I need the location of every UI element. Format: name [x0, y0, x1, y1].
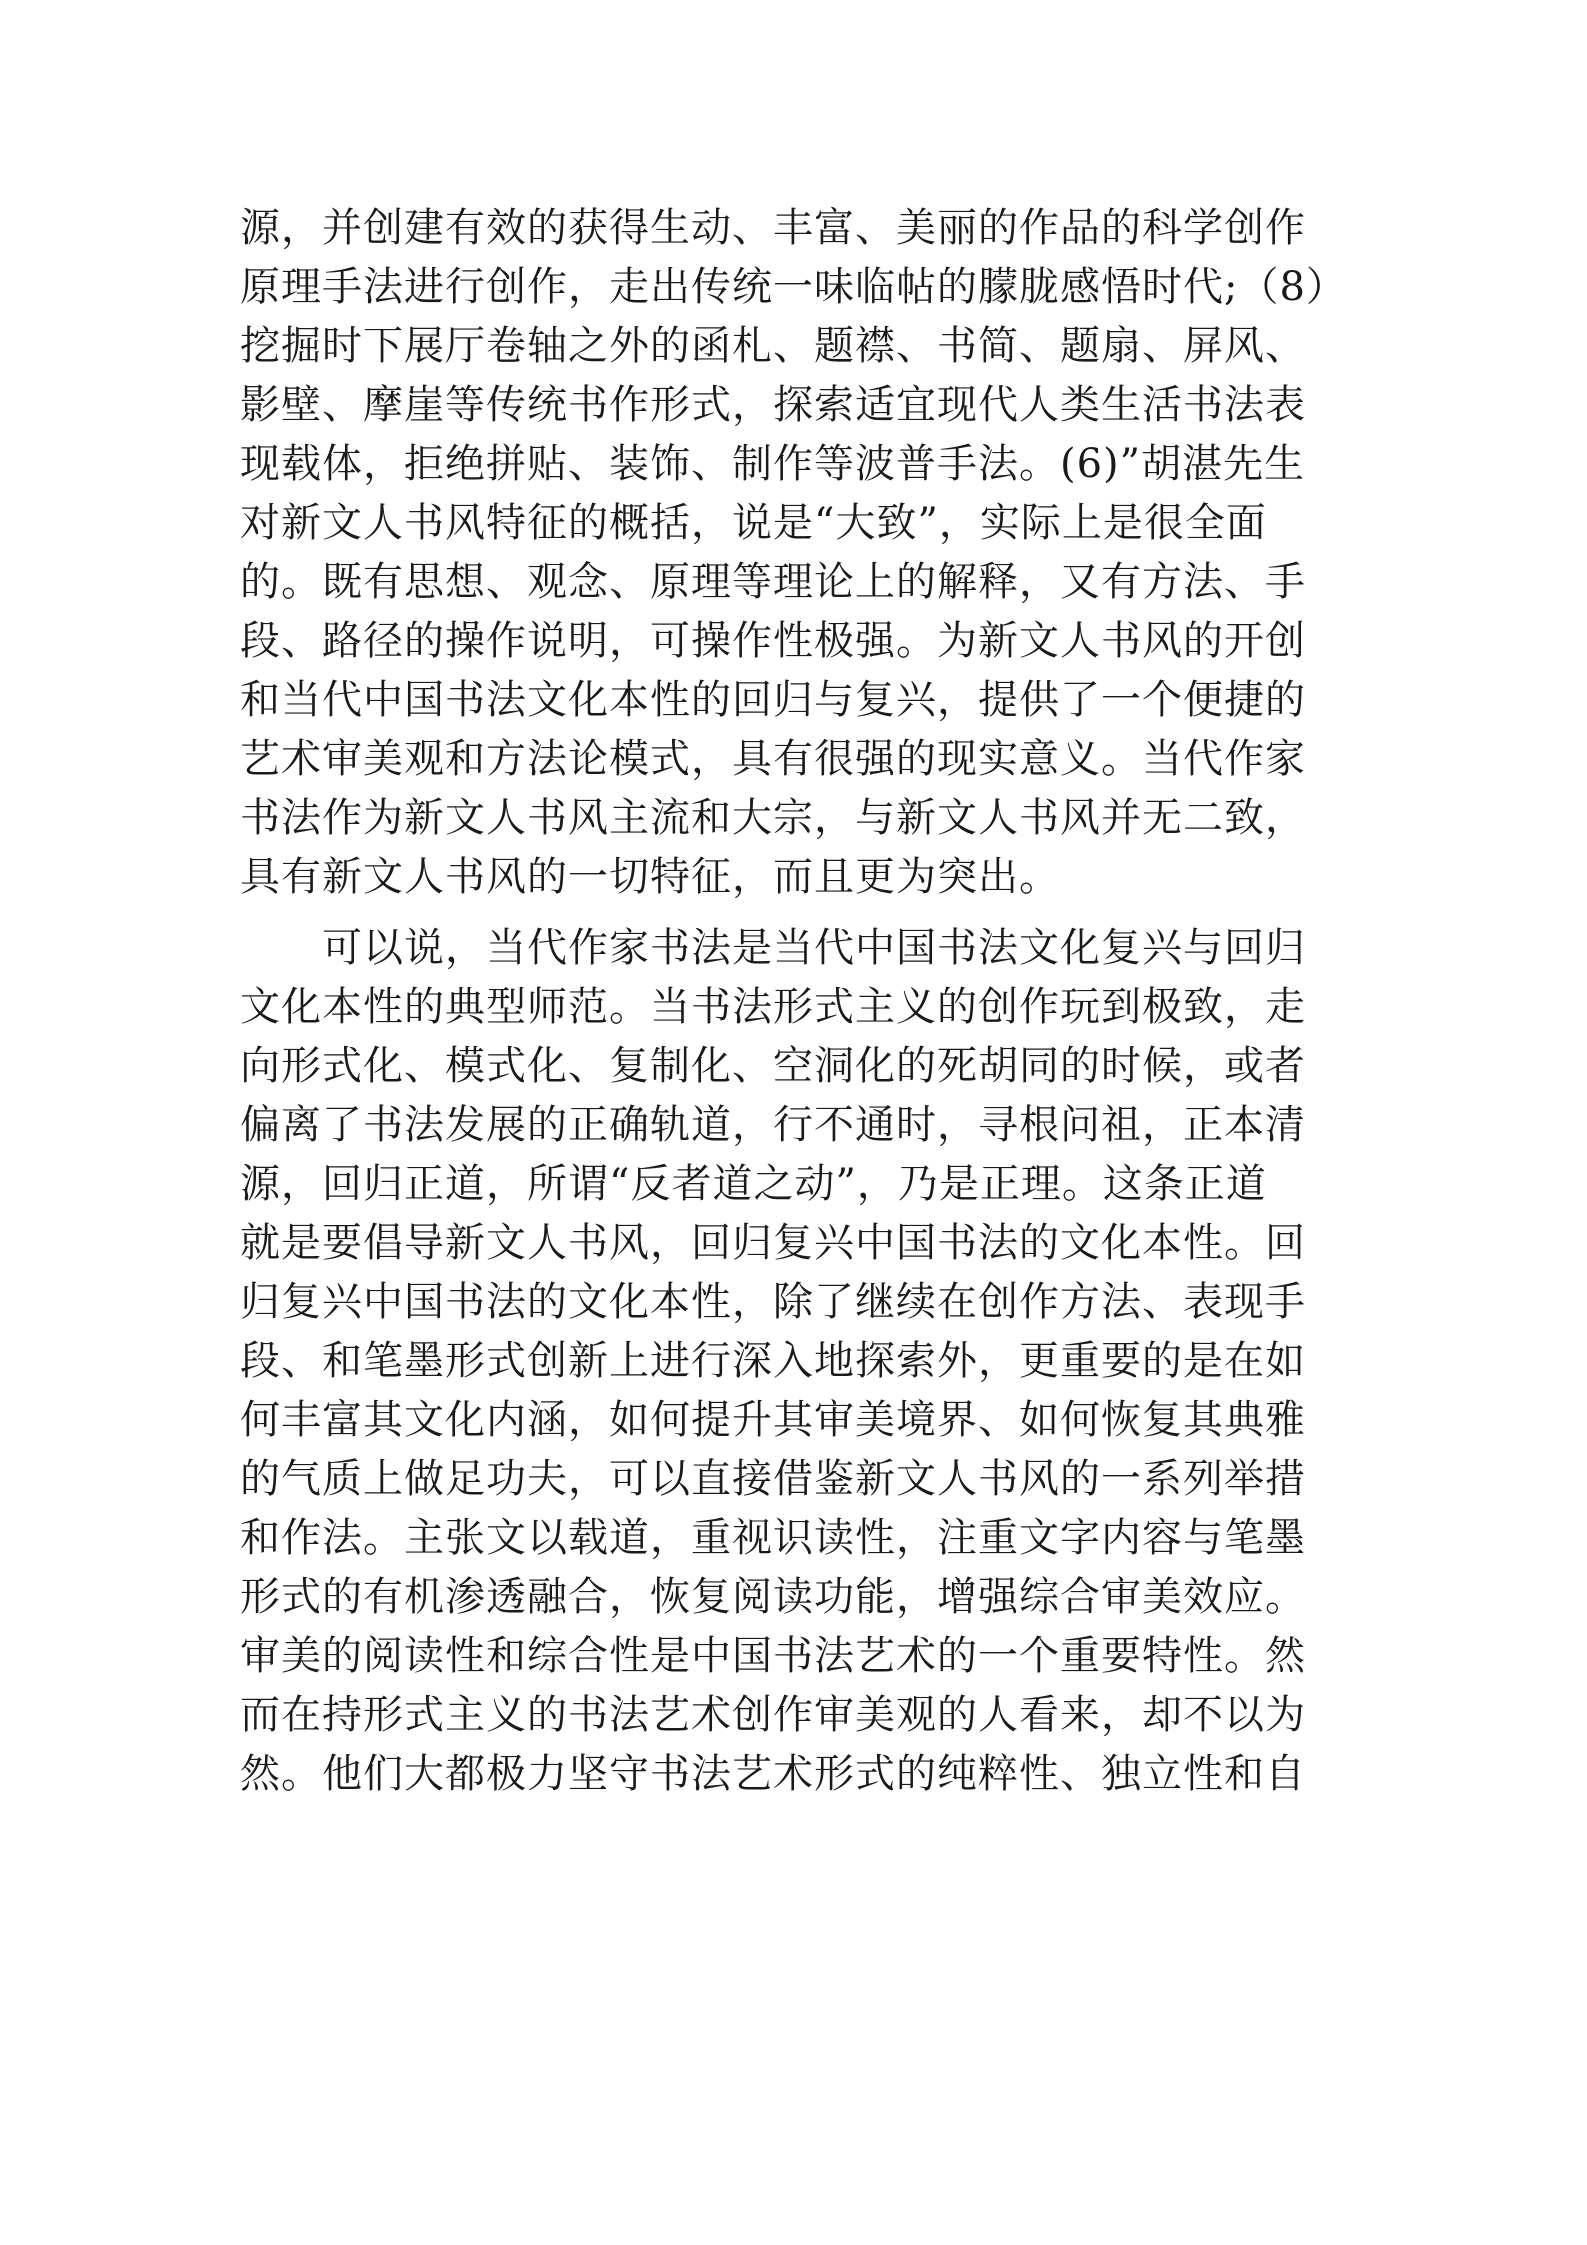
- paragraph-1: [240, 199, 1360, 907]
- text-line: 原理手法进行创作，走出传统一味临帖的朦胧感悟时代;（8）: [240, 264, 1347, 310]
- text-line: 审美的阅读性和综合性是中国书法艺术的一个重要特性。然: [240, 1633, 1306, 1679]
- paragraph-2: [240, 919, 1360, 1804]
- text-line: 的。既有思想、观念、原理等理论上的解释，又有方法、手: [240, 559, 1306, 605]
- text-line: 然。他们大都极力坚守书法艺术形式的纯粹性、独立性和自: [240, 1751, 1306, 1797]
- text-line: 文化本性的典型师范。当书法形式主义的创作玩到极致，走: [240, 984, 1306, 1030]
- text-line: 对新文人书风特征的概括，说是“大致”，实际上是很全面: [240, 500, 1267, 546]
- text-line: 而在持形式主义的书法艺术创作审美观的人看来，却不以为: [240, 1692, 1306, 1738]
- text-line: 向形式化、模式化、复制化、空洞化的死胡同的时候，或者: [240, 1043, 1306, 1089]
- text-line: 的气质上做足功夫，可以直接借鉴新文人书风的一系列举措: [240, 1456, 1306, 1502]
- paragraph-gap: [240, 907, 1360, 919]
- text-line: 偏离了书法发展的正确轨道，行不通时，寻根问祖，正本清: [240, 1102, 1306, 1148]
- text-line: 源，回归正道，所谓“反者道之动”，乃是正理。这条正道: [240, 1161, 1267, 1207]
- text-line: 归复兴中国书法的文化本性，除了继续在创作方法、表现手: [240, 1279, 1306, 1325]
- text-line: 书法作为新文人书风主流和大宗，与新文人书风并无二致，: [240, 795, 1306, 841]
- text-line: 具有新文人书风的一切特征，而且更为突出。: [240, 854, 1060, 900]
- text-line: 挖掘时下展厅卷轴之外的函札、题襟、书简、题扇、屏风、: [240, 323, 1306, 369]
- text-line: 何丰富其文化内涵，如何提升其审美境界、如何恢复其典雅: [240, 1397, 1306, 1443]
- text-line: 和作法。主张文以载道，重视识读性，注重文字内容与笔墨: [240, 1515, 1306, 1561]
- text-line: 段、和笔墨形式创新上进行深入地探索外，更重要的是在如: [240, 1338, 1306, 1384]
- text-line: 就是要倡导新文人书风，回归复兴中国书法的文化本性。回: [240, 1220, 1306, 1266]
- text-line: 艺术审美观和方法论模式，具有很强的现实意义。当代作家: [240, 736, 1306, 782]
- text-line: 和当代中国书法文化本性的回归与复兴，提供了一个便捷的: [240, 677, 1306, 723]
- text-line: 现载体，拒绝拼贴、装饰、制作等波普手法。(6)”胡湛先生: [240, 441, 1306, 487]
- text-line: 可以说，当代作家书法是当代中国书法文化复兴与回归: [322, 925, 1306, 971]
- text-line: 形式的有机渗透融合，恢复阅读功能，增强综合审美效应。: [240, 1574, 1306, 1620]
- text-line: 段、路径的操作说明，可操作性极强。为新文人书风的开创: [240, 618, 1306, 664]
- text-line: 影壁、摩崖等传统书作形式，探索适宜现代人类生活书法表: [240, 382, 1306, 428]
- text-line: 源，并创建有效的获得生动、丰富、美丽的作品的科学创作: [240, 205, 1306, 251]
- body-text: [240, 199, 1360, 1804]
